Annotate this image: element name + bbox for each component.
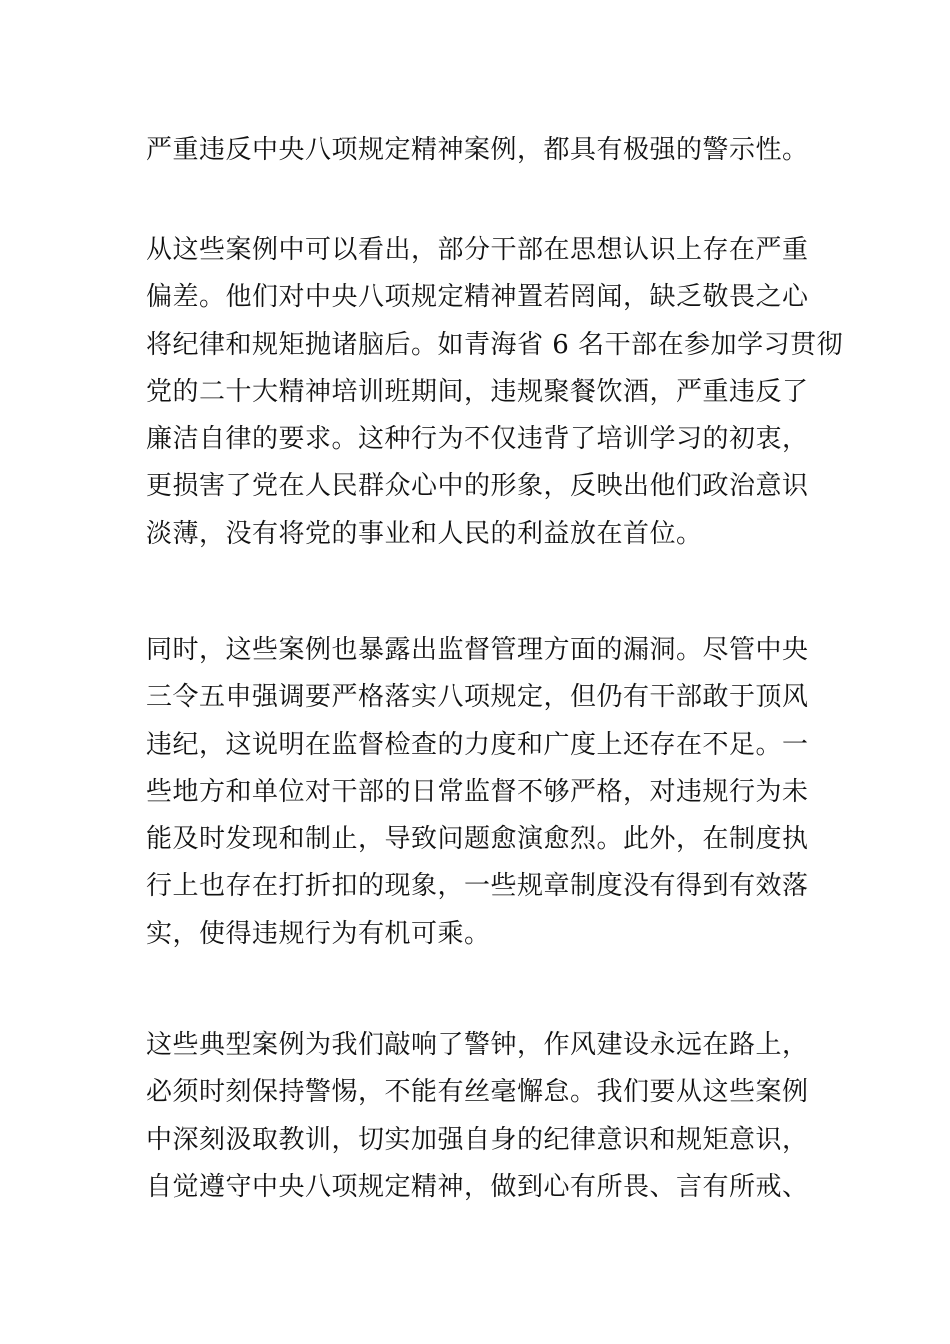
text-line: 实，使得违规行为有机可乘。: [146, 918, 491, 949]
paragraph-3: [146, 627, 809, 958]
text-line: 从这些案例中可以看出，部分干部在思想认识上存在严重: [146, 235, 809, 265]
text-line: 廉洁自律的要求。这种行为不仅违背了培训学习的初衷，: [146, 424, 809, 455]
paragraph-4: [146, 1022, 809, 1211]
text-line: 淡薄，没有将党的事业和人民的利益放在首位。: [146, 518, 703, 549]
text-line: 这些典型案例为我们敲响了警钟，作风建设永远在路上，: [146, 1030, 809, 1060]
paragraph-2: [146, 227, 844, 558]
text-line: 行上也存在打折扣的现象，一些规章制度没有得到有效落: [146, 871, 809, 902]
text-line: 严重违反中央八项规定精神案例，都具有极强的警示性。: [146, 135, 809, 165]
text-line: 中深刻汲取教训，切实加强自身的纪律意识和规矩意识，: [146, 1124, 809, 1155]
text-line: 党的二十大精神培训班期间，违规聚餐饮酒，严重违反了: [146, 376, 809, 407]
text-line: 偏差。他们对中央八项规定精神置若罔闻，缺乏敬畏之心: [146, 282, 809, 313]
text-line: 三令五申强调要严格落实八项规定，但仍有干部敢于顶风: [146, 682, 809, 713]
text-line: 更损害了党在人民群众心中的形象，反映出他们政治意识: [146, 471, 809, 502]
text-line: 同时，这些案例也暴露出监督管理方面的漏洞。尽管中央: [146, 635, 809, 665]
text-line: 能及时发现和制止，导致问题愈演愈烈。此外，在制度执: [146, 824, 809, 855]
text-line: 违纪，这说明在监督检查的力度和广度上还存在不足。一: [146, 729, 809, 760]
text-line: 自觉遵守中央八项规定精神，做到心有所畏、言有所戒、: [146, 1171, 809, 1202]
paragraph-1: [146, 127, 809, 174]
text-line: 将纪律和规矩抛诸脑后。如青海省 6 名干部在参加学习贯彻: [146, 329, 844, 360]
text-line: 必须时刻保持警惕，不能有丝毫懈怠。我们要从这些案例: [146, 1077, 809, 1108]
text-line: 些地方和单位对干部的日常监督不够严格，对违规行为未: [146, 776, 809, 807]
